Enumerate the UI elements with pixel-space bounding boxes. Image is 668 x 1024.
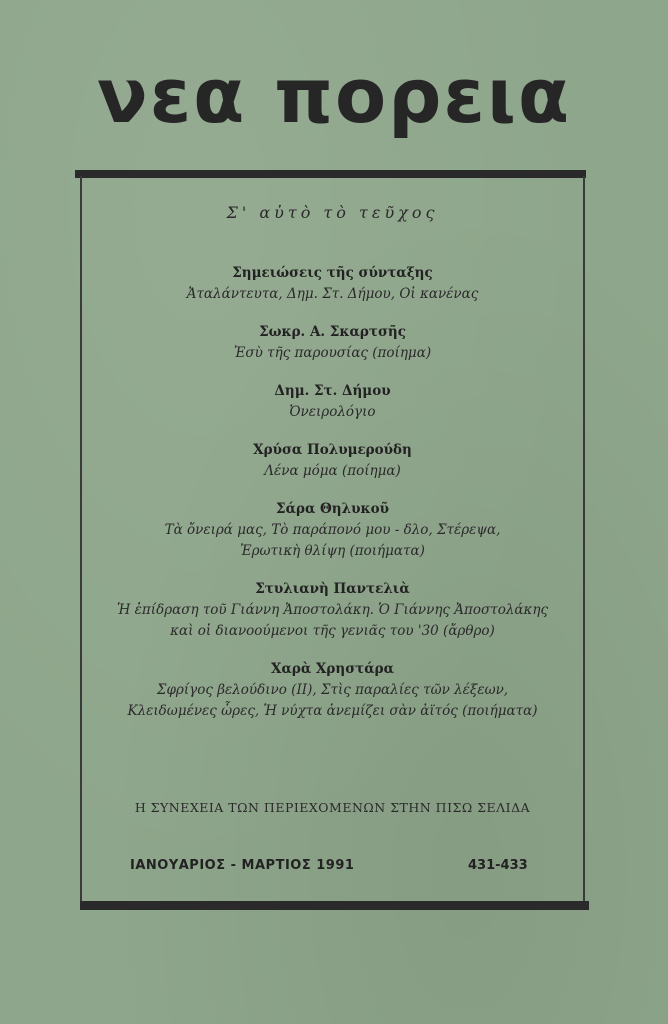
magazine-title: νεα πορεια [97,51,571,140]
entry-title: Ἡ ἐπίδραση τοῦ Γιάννη Ἀποστολάκη. Ὁ Γιάννης Ἀποστολάκης [116,602,549,618]
contents-entry [80,440,585,482]
entry-title: Ἀταλάντευτα, Δημ. Στ. Δήμου, Οἱ κανένας [186,286,479,302]
continuation-note: Η ΣΥΝΕΧΕΙΑ ΤΩΝ ΠΕΡΙΕΧΟΜΕΝΩΝ ΣΤΗΝ ΠΙΣΩ ΣΕΛΙΔΑ [134,800,531,815]
contents-entry [80,579,585,642]
contents-entry [80,322,585,364]
contents-entry [80,263,585,305]
entry-title: Ἐσὺ τῆς παρουσίας (ποίημα) [233,345,432,361]
contents-entry [80,499,585,562]
issue-date: ΙΑΝΟΥΑΡΙΟΣ - ΜΑΡΤΙΟΣ 1991 [130,858,355,873]
entry-title: Τὰ ὄνειρά μας, Τὸ παράπονό μου - δλο, Στέρεψα, [164,522,501,538]
entry-title: Λένα μόμα (ποίημα) [264,463,401,479]
entry-title: Κλειδωμένες ὧρες, Ἡ νύχτα ἀνεμίζει σὰν ἀϊτός (ποιήματα) [127,703,538,719]
entry-title: Ὀνειρολόγιο [289,404,376,420]
contents-list [80,263,585,739]
entry-title: Ἐρωτικὴ θλίψη (ποιήματα) [240,543,425,559]
entry-title: Σφρίγος βελούδινο (ΙΙ), Στὶς παραλίες τῶν λέξεων, [156,682,509,698]
issue-number: 431-433 [468,858,528,873]
entry-author: Χρύσα Πολυμερούδη [253,442,412,458]
contents-heading: Σ' αὐτὸ τὸ τεῦχος [226,203,439,222]
contents-entry [80,381,585,423]
entry-author: Σάρα Θηλυκοῦ [276,501,389,517]
contents-entry [80,659,585,722]
bottom-rule [80,901,589,910]
entry-title: καὶ οἱ διανοούμενοι τῆς γενιᾶς του '30 (ἄρθρο) [170,623,495,639]
entry-author: Στυλιανὴ Παντελιὰ [255,581,410,597]
entry-author: Δημ. Στ. Δήμου [274,383,391,399]
entry-author: Σωκρ. Α. Σκαρτσῆς [259,324,406,340]
entry-author: Σημειώσεις τῆς σύνταξης [232,265,433,281]
entry-author: Χαρὰ Χρηστάρα [271,661,394,677]
